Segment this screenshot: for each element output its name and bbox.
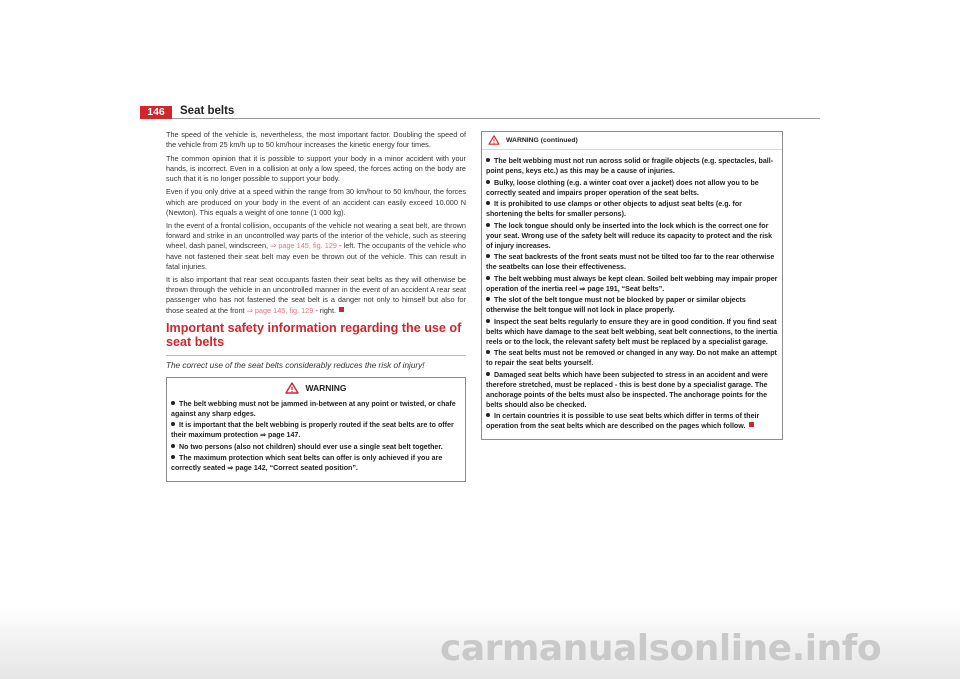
paragraph-text: In the event of a frontal collision, occupants of the vehicle not wearing a seat belt, are thrown forward and strike in an uncontrolled way parts of the interior of the vehicle, such as steering wheel, dash panel, windscreen, xyxy=(166,221,466,251)
bullet-icon xyxy=(171,422,175,426)
bullet-icon xyxy=(486,254,490,258)
page-title: Seat belts xyxy=(180,105,235,117)
warning-item-text: It is important that the belt webbing is properly routed if the seat belts are to offer their maximum protection ⇒ page 147. xyxy=(171,421,454,440)
warning-item-text: Inspect the seat belts regularly to ensure they are in good condition. If you find seat belts which have damage to the seat belt webbing, seat belt connections, to the inertia reels or to the lock, the relevant safety belt must be replaced by a specialist garage. xyxy=(486,317,778,346)
warning-item xyxy=(486,370,778,410)
bullet-icon xyxy=(486,158,490,162)
paragraph xyxy=(166,275,466,315)
warning-header xyxy=(167,378,465,396)
paragraph-text: It is also important that rear seat occupants fasten their seat belts as they will otherwise be thrown through the vehicle in an uncontrolled manner in the event of an accident A rear seat passenger who has not fastened the seat belt is a danger not only to himself but also for those seated at the front xyxy=(166,275,466,315)
warning-item xyxy=(486,274,778,294)
warning-item-text: The lock tongue should only be inserted into the lock which is the correct one for your seat. Wrong use of the safety belt will reduce its capacity to protect and the risk of injury increases. xyxy=(486,221,773,250)
warning-box xyxy=(166,377,466,482)
warning-item xyxy=(486,156,778,176)
warning-item xyxy=(171,453,461,473)
warning-continued-box xyxy=(481,131,783,440)
paragraph: The speed of the vehicle is, nevertheless, the most important factor. Doubling the speed of the vehicle from 25 km/h up to 50 km/hour increases the kinetic energy four times. xyxy=(166,130,466,150)
left-column xyxy=(166,130,466,482)
page-reference-link[interactable]: ⇒ page 145, fig. 129 xyxy=(270,241,337,251)
warning-item xyxy=(486,178,778,198)
section-heading: Important safety information regarding the use of seat belts xyxy=(166,320,462,350)
bullet-icon xyxy=(486,201,490,205)
paragraph-text: - left. The occupants of the vehicle who have not fastened their seat belt may even be thrown out of the vehicle. This can result in fatal injuries. xyxy=(166,241,466,271)
warning-list xyxy=(167,396,465,481)
warning-continued-list xyxy=(482,150,782,439)
warning-item xyxy=(171,420,461,440)
warning-item-text: The belt webbing must not be jammed in-between at any point or twisted, or chafe against any sharp edges. xyxy=(171,399,456,418)
warning-item-text: The belt webbing must always be kept clean. Soiled belt webbing may impair proper operation of the inertia reel ⇒ page 191, “Seat belts”. xyxy=(486,274,778,293)
warning-item-text: It is prohibited to use clamps or other objects to adjust seat belts (e.g. for shortening the belts for smaller persons). xyxy=(486,200,742,218)
end-of-section-icon xyxy=(339,307,344,312)
paragraph-text: - right. xyxy=(313,305,337,315)
warning-item-text: No two persons (also not children) should ever use a single seat belt together. xyxy=(179,442,443,451)
bullet-icon xyxy=(171,401,175,405)
end-of-section-icon xyxy=(749,422,754,427)
section-intro: The correct use of the seat belts considerably reduces the risk of injury! xyxy=(166,360,425,370)
bullet-icon xyxy=(486,180,490,184)
bullet-icon xyxy=(486,223,490,227)
bullet-icon xyxy=(486,297,490,301)
warning-title: WARNING xyxy=(305,382,347,393)
warning-item xyxy=(486,411,778,431)
bullet-icon xyxy=(486,276,490,280)
warning-item-text: The seat belts must not be removed or changed in any way. Do not make an attempt to repair the seat belts yourself. xyxy=(486,349,777,367)
page-reference-link[interactable]: ⇒ page 145, fig. 129 xyxy=(246,305,314,315)
warning-item xyxy=(171,399,461,419)
bullet-icon xyxy=(486,350,490,354)
warning-item-text: The seat backrests of the front seats must not be tilted too far to the rear otherwise the seatbelts can lose their effectiveness. xyxy=(486,253,775,271)
paragraph: The common opinion that it is possible to support your body in a minor accident with your hands, is incorrect. Even in a collision at only a low speed, the forces acting on the body are such that it is no longer possible to support your body. xyxy=(166,153,466,183)
watermark: carmanualsonline.info xyxy=(440,628,882,669)
warning-item-text: Bulky, loose clothing (e.g. a winter coat over a jacket) does not allow you to be correctly seated and impairs proper operation of the seat belts. xyxy=(486,178,759,197)
warning-item-text: Damaged seat belts which have been subjected to stress in an accident and were therefore stretched, must be replaced - this is best done by a specialist garage. The anchorage points of the belts must also be inspected. The anchorage points for the belts should also be checked. xyxy=(486,370,768,409)
warning-triangle-icon xyxy=(285,382,299,394)
warning-item xyxy=(486,295,778,315)
warning-item xyxy=(486,317,778,347)
warning-item-text: The slot of the belt tongue must not be blocked by paper or similar objects otherwise the belt tongue will not lock in place properly. xyxy=(486,296,746,314)
warning-continued-title: WARNING (continued) xyxy=(506,136,578,144)
warning-item xyxy=(486,252,778,272)
paragraph xyxy=(166,221,466,271)
warning-continued-header xyxy=(482,132,782,150)
warning-item-text: In certain countries it is possible to use seat belts which differ in terms of their operation from the seat belts which are described on the pages which follow. xyxy=(486,412,760,430)
bullet-icon xyxy=(486,372,490,376)
warning-item xyxy=(171,442,461,452)
bullet-icon xyxy=(171,444,175,448)
warning-item-text: The belt webbing must not run across solid or fragile objects (e.g. spectacles, ball-point pens, keys etc.) as this may be a cause of injuries. xyxy=(486,157,774,175)
bullet-icon xyxy=(486,413,490,417)
warning-item xyxy=(486,348,778,368)
page-number: 146 xyxy=(140,106,172,119)
bullet-icon xyxy=(171,455,175,459)
warning-triangle-icon xyxy=(488,135,500,145)
warning-item-text: The maximum protection which seat belts can offer is only achieved if you are correctly seated ⇒ page 142, “Correct seated position”. xyxy=(171,454,443,473)
section-rule xyxy=(166,355,466,356)
warning-item xyxy=(486,221,778,251)
paragraph: Even if you only drive at a speed within the range from 30 km/hour to 50 km/hour, the forces which are produced on your body in the event of an accident can easily exceed 10.000 N (Newton). This equals a weight of one tonne (1 000 kg). xyxy=(166,187,466,217)
header-rule xyxy=(172,118,820,119)
warning-item xyxy=(486,199,778,219)
bullet-icon xyxy=(486,319,490,323)
